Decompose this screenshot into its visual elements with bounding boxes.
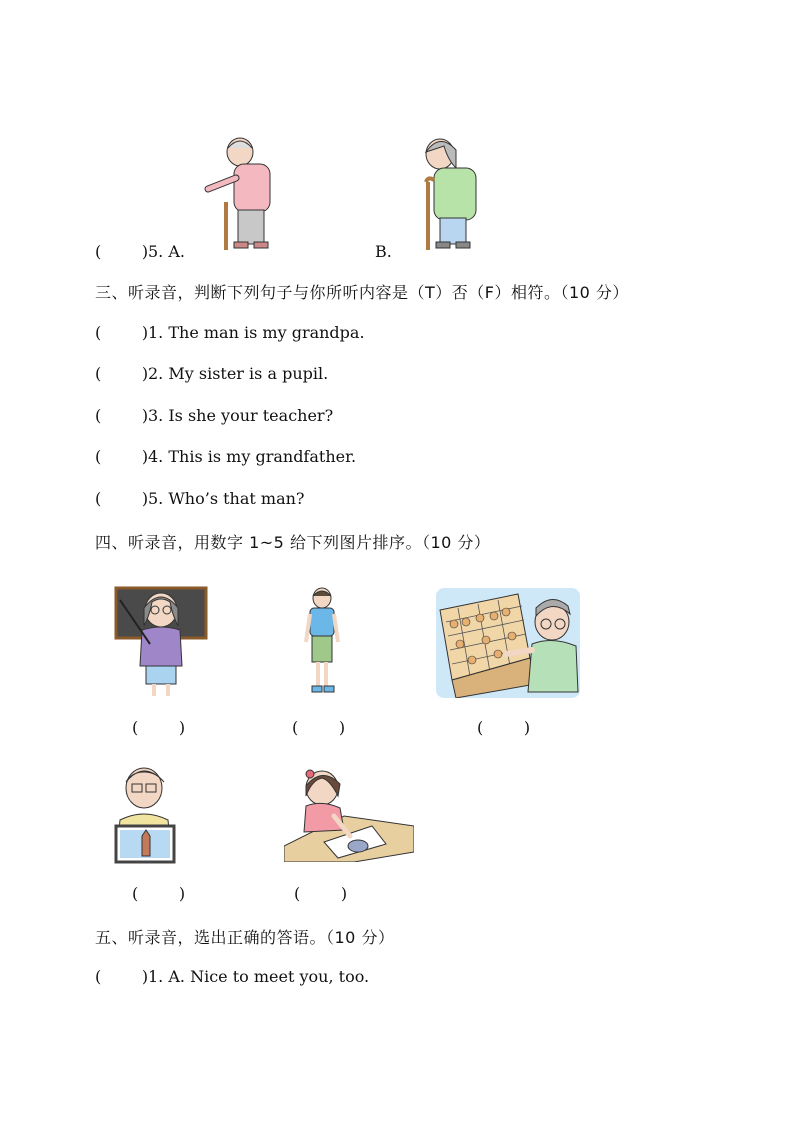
section3-heading: 三、听录音，判断下列句子与你所听内容是（T）否（F）相符。（10 分） [95, 283, 629, 302]
section4-heading: 四、听录音，用数字 1~5 给下列图片排序。（10 分） [95, 533, 491, 552]
answer-paren[interactable]: ( ) [132, 718, 186, 737]
answer-paren[interactable]: ( ) [95, 406, 149, 425]
answer-paren[interactable]: ( ) [95, 447, 149, 466]
answer-paren[interactable]: ( ) [95, 489, 149, 508]
q5-label-b: B. [375, 242, 392, 261]
answer-paren[interactable]: ( ) [95, 967, 149, 986]
section5-heading: 五、听录音，选出正确的答语。（10 分） [95, 928, 395, 947]
answer-paren[interactable]: ( ) [95, 242, 149, 261]
grandpa-playing-chess-illustration [436, 588, 580, 698]
statement-text: 5. Who’s that man? [148, 489, 305, 508]
man-with-picture-frame-illustration [106, 760, 182, 864]
grandma-with-cane-illustration [408, 134, 488, 254]
teacher-with-pointer-illustration [114, 586, 208, 698]
statement-text: 2. My sister is a pupil. [148, 364, 329, 383]
answer-paren[interactable]: ( ) [95, 364, 149, 383]
answer-paren[interactable]: ( ) [95, 323, 149, 342]
statement-text: 1. The man is my grandpa. [148, 323, 365, 342]
statement-text: 4. This is my grandfather. [148, 447, 357, 466]
answer-paren[interactable]: ( ) [477, 718, 531, 737]
statement-text: 3. Is she your teacher? [148, 406, 334, 425]
answer-option-text: 1. A. Nice to meet you, too. [148, 967, 370, 986]
answer-paren[interactable]: ( ) [294, 884, 348, 903]
q5-label-a: 5. A. [148, 242, 185, 261]
answer-paren[interactable]: ( ) [292, 718, 346, 737]
girl-drawing-illustration [284, 766, 414, 862]
grandpa-with-cane-illustration [198, 134, 278, 254]
answer-paren[interactable]: ( ) [132, 884, 186, 903]
boy-standing-illustration [300, 586, 344, 698]
